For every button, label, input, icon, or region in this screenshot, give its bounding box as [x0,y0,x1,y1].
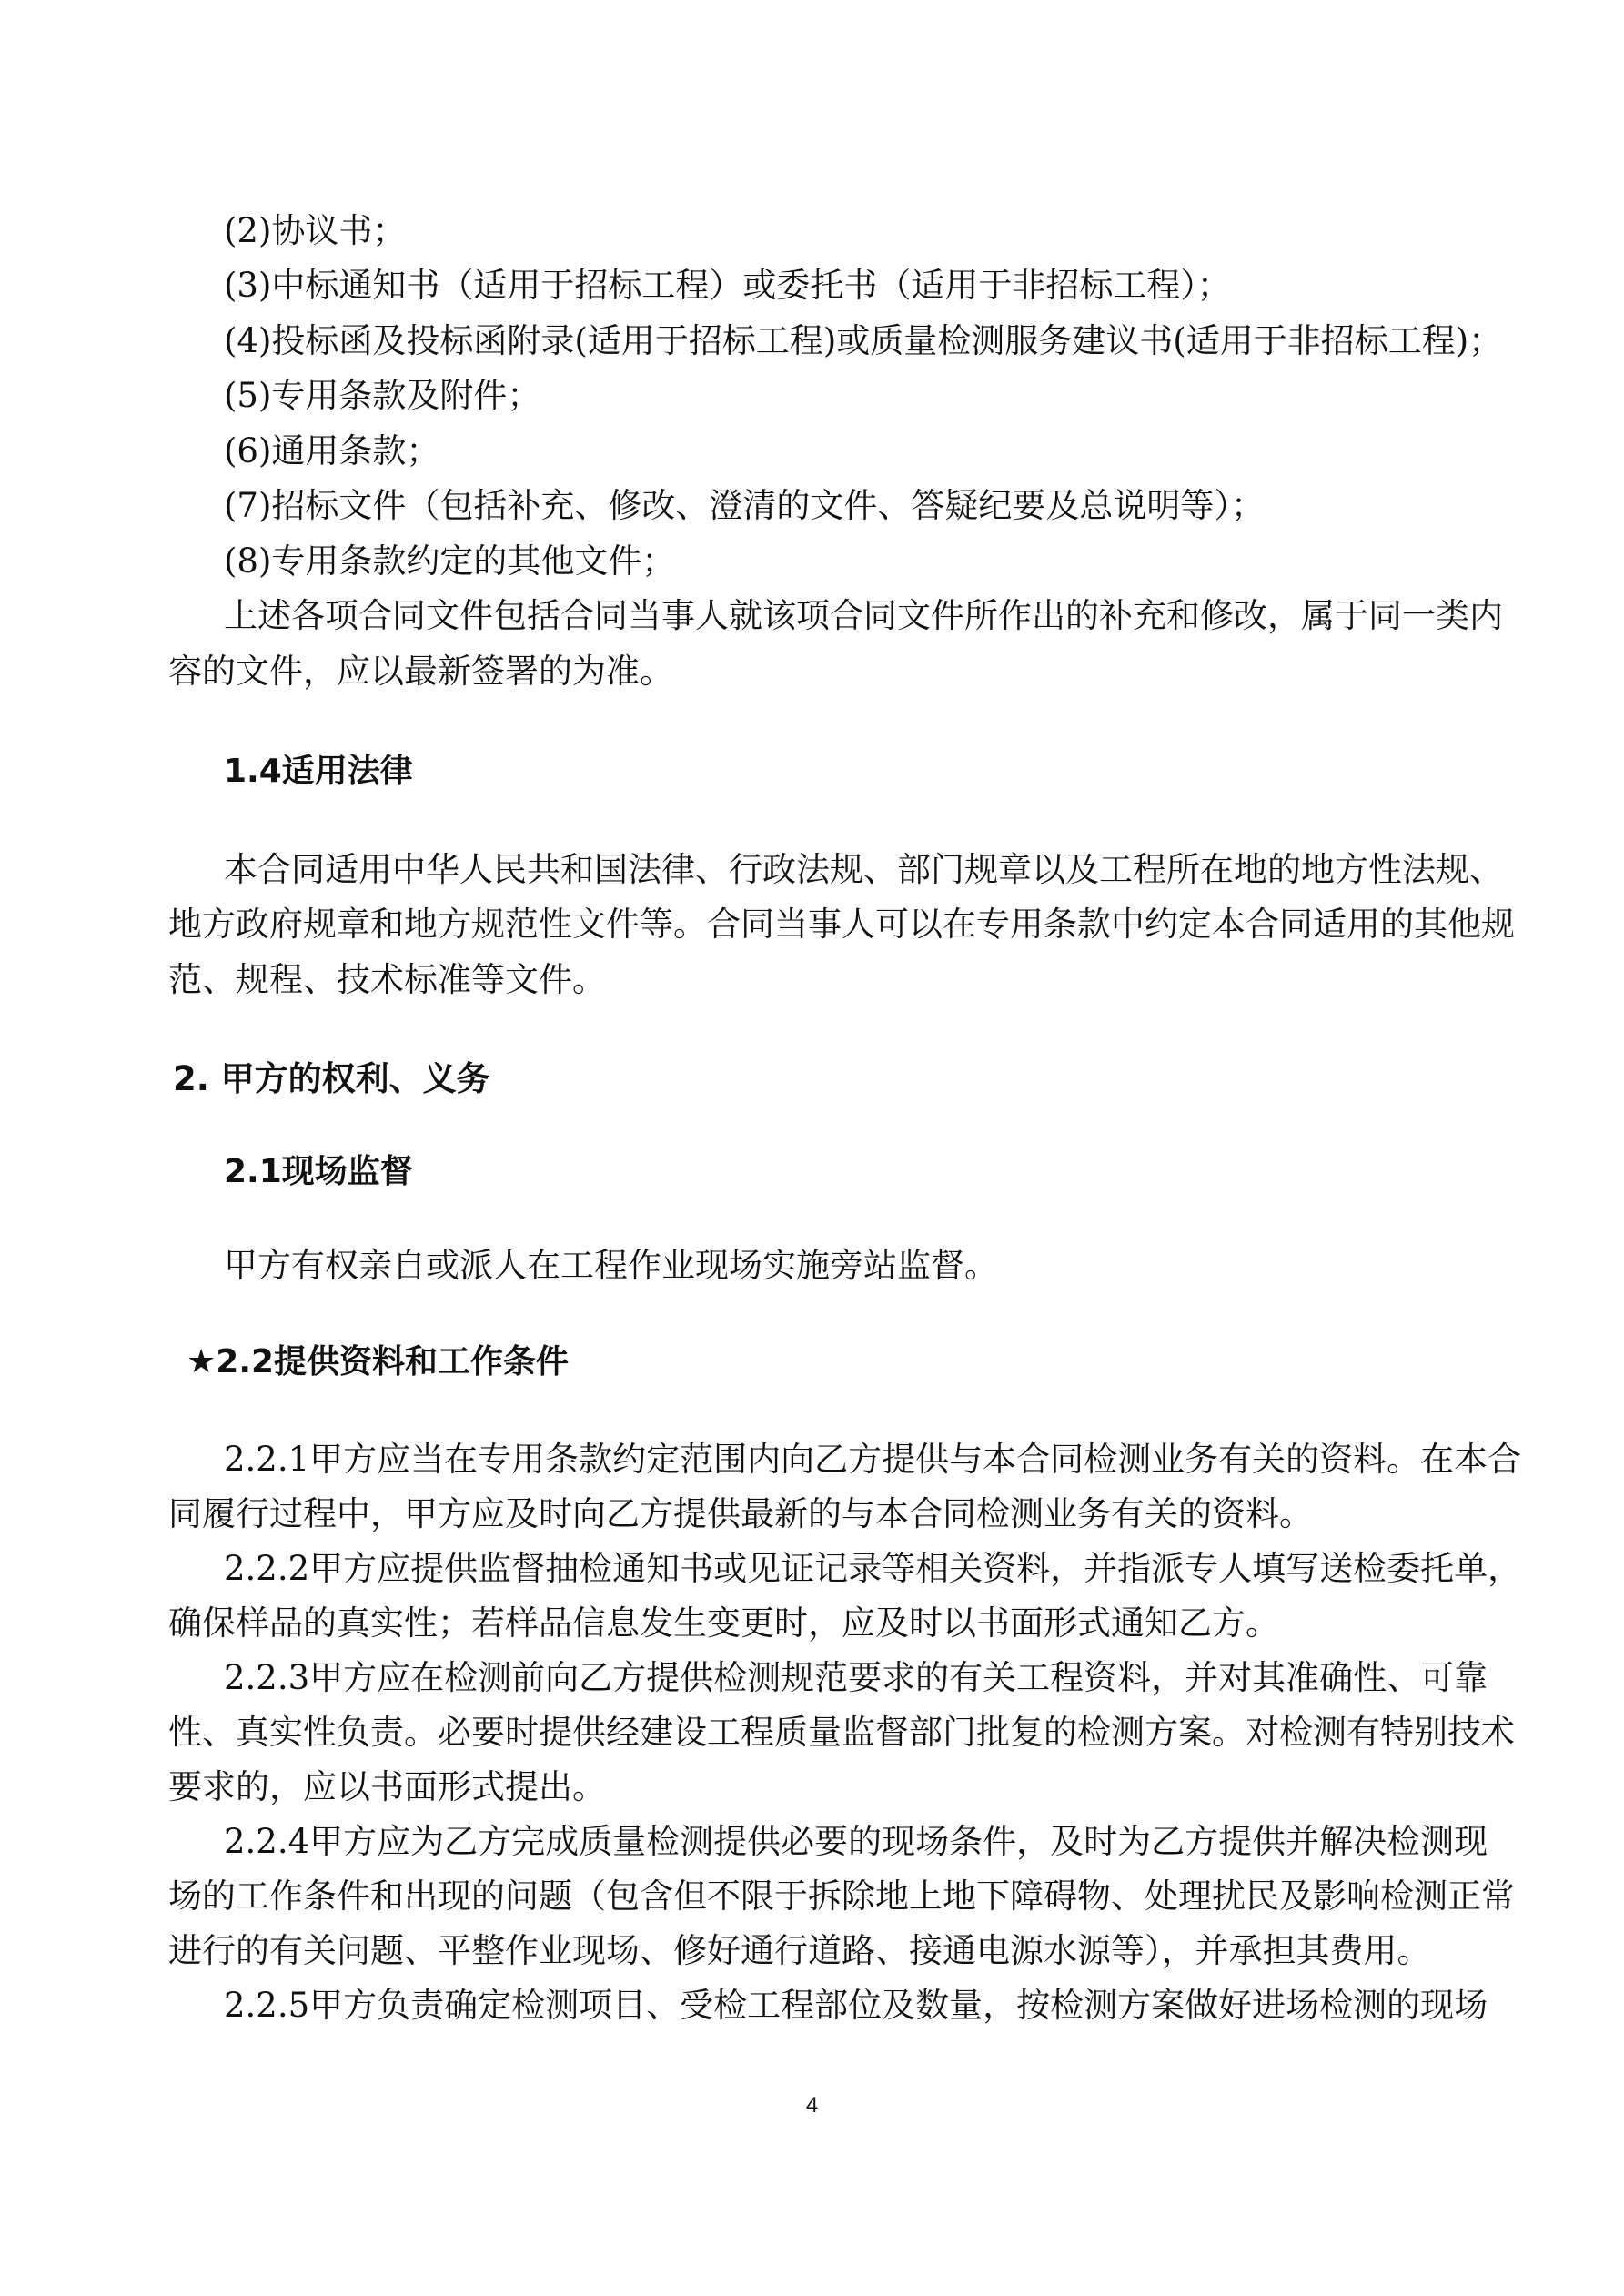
list-item: (7)招标文件（包括补充、修改、澄清的文件、答疑纪要及总说明等）； [224,486,1265,525]
paragraph-line: 2.2.4甲方应为乙方完成质量检测提供必要的现场条件，及时为乙方提供并解决检测现 [224,1822,1488,1861]
page-number: 4 [805,2093,819,2118]
paragraph-line: 2.2.5甲方负责确定检测项目、受检工程部位及数量，按检测方案做好进场检测的现场 [224,1986,1488,2025]
list-item: (8)专用条款约定的其他文件； [224,541,676,581]
section-heading-2-1: 2.1现场监督 [224,1153,413,1190]
paragraph-line: 同履行过程中，甲方应及时向乙方提供最新的与本合同检测业务有关的资料。 [168,1494,1313,1533]
list-item: (3)中标通知书（适用于招标工程）或委托书（适用于非招标工程）； [224,266,1231,305]
list-item: (5)专用条款及附件； [224,376,541,415]
paragraph-line: 进行的有关问题、平整作业现场、修好通行道路、接通电源水源等），并承担其费用。 [168,1931,1431,1970]
section-heading-2: 2. 甲方的权利、义务 [173,1059,490,1098]
paragraph-line: 2.2.2甲方应提供监督抽检通知书或见证记录等相关资料，并指派专人填写送检委托单， [224,1549,1522,1588]
section-heading-1-4: 1.4适用法律 [224,753,413,790]
paragraph-line: 容的文件，应以最新签署的为准。 [168,652,673,691]
paragraph-line: 上述各项合同文件包括合同当事人就该项合同文件所作出的补充和修改，属于同一类内 [224,596,1503,635]
paragraph-line: 2.2.3甲方应在检测前向乙方提供检测规范要求的有关工程资料，并对其准确性、可靠 [224,1658,1488,1697]
paragraph-line: 性、真实性负责。必要时提供经建设工程质量监督部门批复的检测方案。对检测有特别技术 [168,1713,1515,1752]
paragraph-line: 场的工作条件和出现的问题（包含但不限于拆除地上地下障碍物、处理扰民及影响检测正常 [168,1876,1515,1916]
paragraph-line: 要求的，应以书面形式提出。 [168,1767,606,1806]
paragraph-line: 地方政府规章和地方规范性文件等。合同当事人可以在专用条款中约定本合同适用的其他规 [168,905,1515,944]
paragraph-line: 本合同适用中华人民共和国法律、行政法规、部门规章以及工程所在地的地方性法规、 [224,850,1503,889]
list-item: (6)通用条款； [224,431,440,470]
paragraph-line: 2.2.1甲方应当在专用条款约定范围内向乙方提供与本合同检测业务有关的资料。在本合 [224,1440,1522,1479]
paragraph-line: 范、规程、技术标准等文件。 [168,960,606,999]
section-heading-2-2: ★2.2提供资料和工作条件 [187,1343,570,1381]
list-item: (4)投标函及投标函附录(适用于招标工程)或质量检测服务建议书(适用于非招标工程)； [224,321,1503,360]
paragraph-line: 确保样品的真实性；若样品信息发生变更时，应及时以书面形式通知乙方。 [168,1603,1279,1643]
list-item: (2)协议书； [224,211,407,250]
paragraph-line: 甲方有权亲自或派人在工程作业现场实施旁站监督。 [224,1246,998,1285]
